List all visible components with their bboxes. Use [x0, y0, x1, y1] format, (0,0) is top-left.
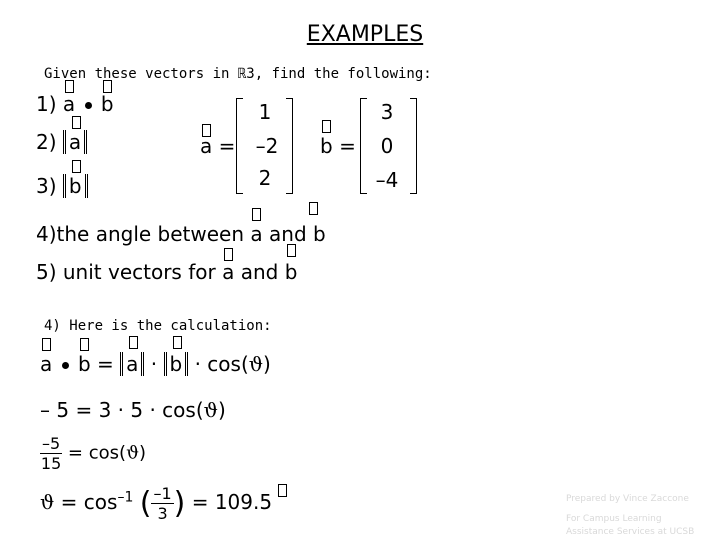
- norm-bars: [63, 130, 87, 154]
- norm-bars: [63, 174, 88, 198]
- fraction-denominator: 3: [157, 504, 168, 523]
- equals-sign: =: [75, 398, 93, 422]
- vector-a-component-3: 2: [258, 166, 272, 190]
- vector-arrow-placeholder-icon: [173, 336, 182, 349]
- theta-symbol: ϑ: [203, 398, 218, 422]
- task-1-vector-a: a: [62, 92, 76, 116]
- task-5-vector-a: a: [222, 260, 235, 284]
- norm-bars: [120, 352, 144, 376]
- task-4-text: 4)the angle between: [36, 222, 245, 246]
- calc-line-4: $ϑ = \cos^{-1}$ ( $\frac{-1}{3}$ ) = 109.5: [40, 484, 287, 523]
- calc-line-2-lhs: – 5: [40, 398, 70, 422]
- theta-symbol: ϑ: [248, 352, 264, 376]
- vector-arrow-placeholder-icon: [80, 338, 89, 351]
- close-paren: ): [138, 442, 146, 464]
- vector-a-component-2: –2: [255, 134, 279, 158]
- multiply-dot: ·: [150, 352, 158, 376]
- calc-norm-b: b: [169, 352, 183, 376]
- task-3-vector-b: b: [68, 174, 82, 198]
- vector-a-component-1: 1: [258, 100, 272, 124]
- footer-line-3: Assistance Services at UCSB: [566, 527, 695, 537]
- equals-sign: =: [67, 442, 84, 464]
- footer-line-2: For Campus Learning: [566, 514, 662, 524]
- equals-sign: =: [339, 134, 356, 158]
- task-2-vector-a: a: [68, 130, 82, 154]
- page-title: EXAMPLES: [306, 22, 424, 47]
- calc-norm-a: a: [126, 352, 139, 376]
- task-4-and: and: [269, 222, 307, 246]
- left-bracket: [236, 98, 243, 194]
- vector-a-label: [200, 134, 235, 158]
- vector-b-component-2: 0: [380, 134, 394, 158]
- task-4: [36, 222, 326, 246]
- vector-arrow-placeholder-icon: [72, 160, 81, 173]
- fraction-numerator: –5: [42, 434, 61, 453]
- close-paren: ): [217, 398, 226, 422]
- result-value: = 109.5: [191, 490, 273, 514]
- vector-arrow-placeholder-icon: [309, 202, 318, 215]
- vector-arrow-placeholder-icon: [252, 208, 261, 221]
- fraction: [40, 434, 62, 473]
- vector-b-component-1: 3: [380, 100, 394, 124]
- theta-symbol: ϑ: [126, 442, 139, 464]
- vector-arrow-placeholder-icon: [224, 248, 233, 261]
- vector-arrow-placeholder-icon: [72, 116, 81, 129]
- dot-product-icon: [85, 102, 92, 109]
- cos-function: cos: [83, 490, 118, 514]
- task-4-vector-b: b: [313, 222, 326, 246]
- vector-arrow-placeholder-icon: [287, 244, 296, 257]
- calc-line-1: [40, 352, 271, 376]
- task-5-vector-b: b: [284, 260, 298, 284]
- calc-vector-a: a: [40, 352, 53, 376]
- vector-arrow-placeholder-icon: [42, 338, 51, 351]
- calc-vector-b: b: [77, 352, 91, 376]
- task-1: [36, 92, 114, 116]
- cos-function: cos(: [88, 442, 127, 464]
- vector-arrow-placeholder-icon: [322, 120, 331, 133]
- calc-line-2-rhs: 3 · 5 · cos(: [98, 398, 204, 422]
- equals-sign: =: [97, 352, 114, 376]
- task-2-number: 2): [36, 130, 57, 154]
- task-1-vector-b: b: [100, 92, 114, 116]
- task-5: [36, 260, 297, 284]
- vector-arrow-placeholder-icon: [103, 80, 112, 93]
- calc-line-3: [40, 434, 146, 473]
- calculation-heading: 4) Here is the calculation:: [44, 318, 272, 334]
- calc-line-2: [40, 398, 226, 422]
- fraction-numerator: –1: [153, 484, 172, 503]
- vector-b-name: b: [320, 134, 333, 158]
- vector-a-name: a: [200, 134, 213, 158]
- right-bracket: [410, 98, 417, 194]
- vector-b-component-3: –4: [375, 168, 399, 192]
- norm-bars: [164, 352, 189, 376]
- task-5-and: and: [240, 260, 279, 284]
- fraction: [151, 484, 173, 523]
- dot-product-icon: [62, 362, 69, 369]
- vector-arrow-placeholder-icon: [65, 80, 74, 93]
- cos-function: · cos(: [194, 352, 249, 376]
- task-3-number: 3): [36, 174, 57, 198]
- intro-text: Given these vectors in ℝ3, find the following:: [44, 66, 432, 82]
- equals-sign: =: [60, 490, 78, 514]
- degree-placeholder-icon: [278, 484, 287, 497]
- inverse-exponent: –1: [117, 489, 134, 506]
- footer-prepared-by: Prepared by Vince Zaccone: [566, 494, 689, 504]
- task-1-number: 1): [36, 92, 57, 116]
- vector-arrow-placeholder-icon: [129, 336, 138, 349]
- task-5-text: 5) unit vectors for: [36, 260, 216, 284]
- close-paren: ): [263, 352, 271, 376]
- theta-symbol: ϑ: [40, 490, 55, 514]
- vector-b-label: [320, 134, 356, 158]
- task-3: [36, 174, 88, 198]
- fraction-denominator: 15: [40, 454, 62, 473]
- equals-sign: =: [218, 134, 236, 158]
- task-2: [36, 130, 87, 154]
- task-4-vector-a: a: [250, 222, 263, 246]
